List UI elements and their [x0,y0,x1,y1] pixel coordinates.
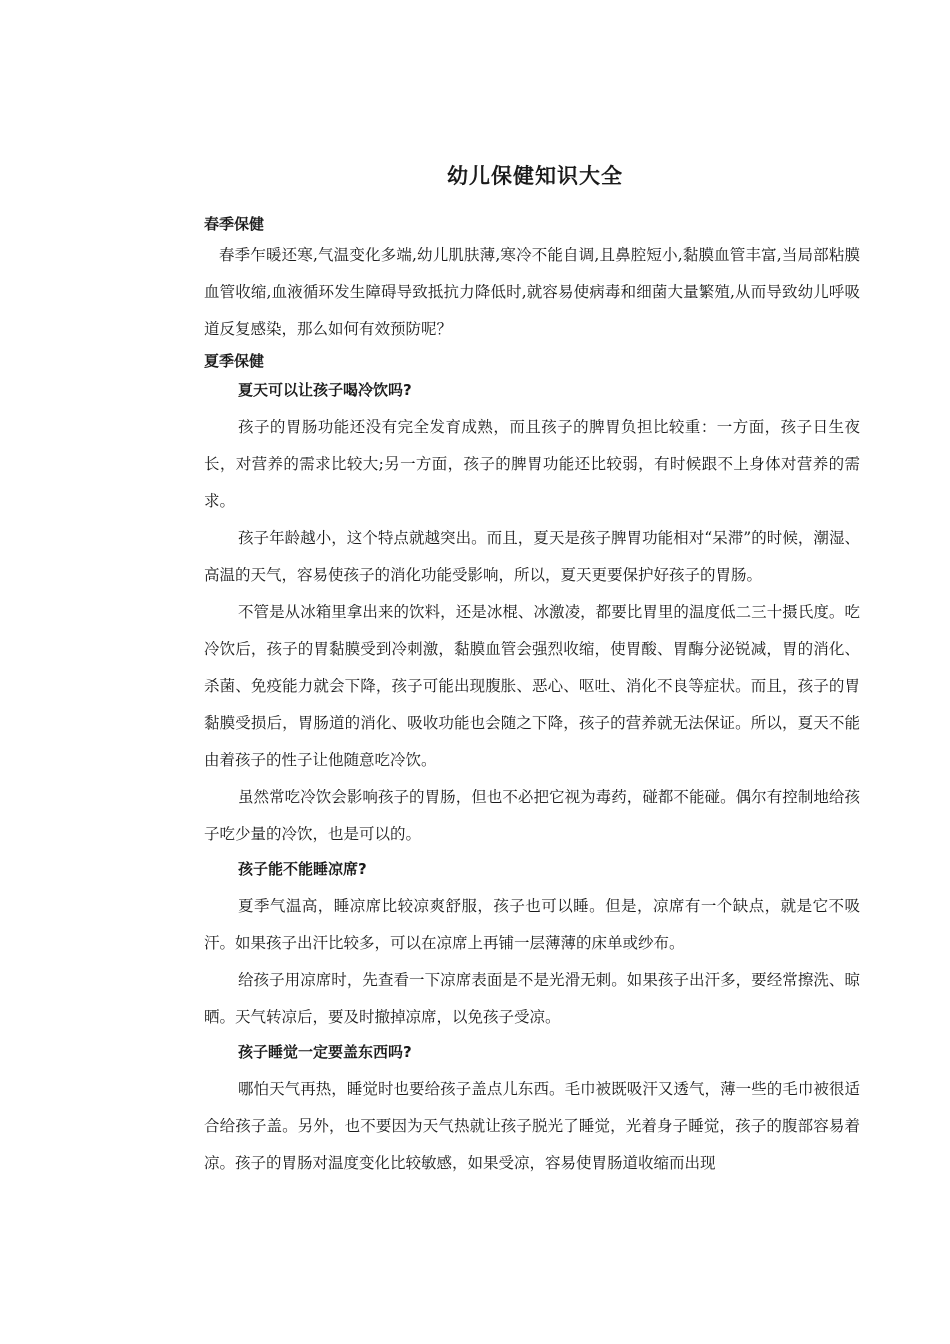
section-heading-summer: 夏季保健 [204,352,265,370]
paragraph: 孩子年龄越小，这个特点就越突出。而且，夏天是孩子脾胃功能相对“呆滞”的时候，潮湿、高温的天气，容易使孩子的消化功能受影响，所以，夏天更要保护好孩子的胃肠。 [204,529,860,584]
paragraph: 不管是从冰箱里拿出来的饮料，还是冰棍、冰激凌，都要比胃里的温度低二三十摄氏度。吃冷饮后，孩子的胃黏膜受到冷刺激，黏膜血管会强烈收缩，使胃酸、胃酶分泌锐减，胃的消化、杀菌、免疫能力就会下降，孩子可能出现腹胀、恶心、呕吐、消化不良等症状。而且，孩子的胃黏膜受损后，胃肠道的消化、吸收功能也会随之下降，孩子的营养就无法保证。所以，夏天不能由着孩子的性子让他随意吃冷饮。 [204,603,860,769]
document-body [204,211,860,1182]
paragraph: 哪怕天气再热，睡觉时也要给孩子盖点儿东西。毛巾被既吸汗又透气，薄一些的毛巾被很适合给孩子盖。另外，也不要因为天气热就让孩子脱光了睡觉，光着身子睡觉，孩子的腹部容易着凉。孩子的胃肠对温度变化比较敏感，如果受凉，容易使胃肠道收缩而出现 [204,1080,860,1172]
question-heading: 夏天可以让孩子喝冷饮吗? [238,381,412,399]
question-heading: 孩子睡觉一定要盖东西吗? [238,1043,412,1061]
question-heading: 孩子能不能睡凉席? [238,860,367,878]
paragraph: 夏季气温高，睡凉席比较凉爽舒服，孩子也可以睡。但是，凉席有一个缺点，就是它不吸汗。如果孩子出汗比较多，可以在凉席上再铺一层薄薄的床单或纱布。 [204,897,860,952]
section-heading-spring: 春季保健 [204,215,265,233]
paragraph: 虽然常吃冷饮会影响孩子的胃肠，但也不必把它视为毒药，碰都不能碰。偶尔有控制地给孩子吃少量的冷饮，也是可以的。 [204,788,860,843]
paragraph: 给孩子用凉席时，先查看一下凉席表面是不是光滑无刺。如果孩子出汗多，要经常擦洗、晾晒。天气转凉后，要及时撤掉凉席，以免孩子受凉。 [204,971,860,1026]
paragraph: 孩子的胃肠功能还没有完全发育成熟，而且孩子的脾胃负担比较重：一方面，孩子日生夜长，对营养的需求比较大;另一方面，孩子的脾胃功能还比较弱，有时候跟不上身体对营养的需求。 [204,418,860,510]
paragraph: 春季乍暖还寒,气温变化多端,幼儿肌肤薄,寒冷不能自调,且鼻腔短小,黏膜血管丰富,当局部粘膜血管收缩,血液循环发生障碍导致抵抗力降低时,就容易使病毒和细菌大量繁殖,从而导致幼儿呼吸道反复感染，那么如何有效预防呢？ [204,246,860,338]
document-title: 幼儿保健知识大全 [447,164,623,188]
